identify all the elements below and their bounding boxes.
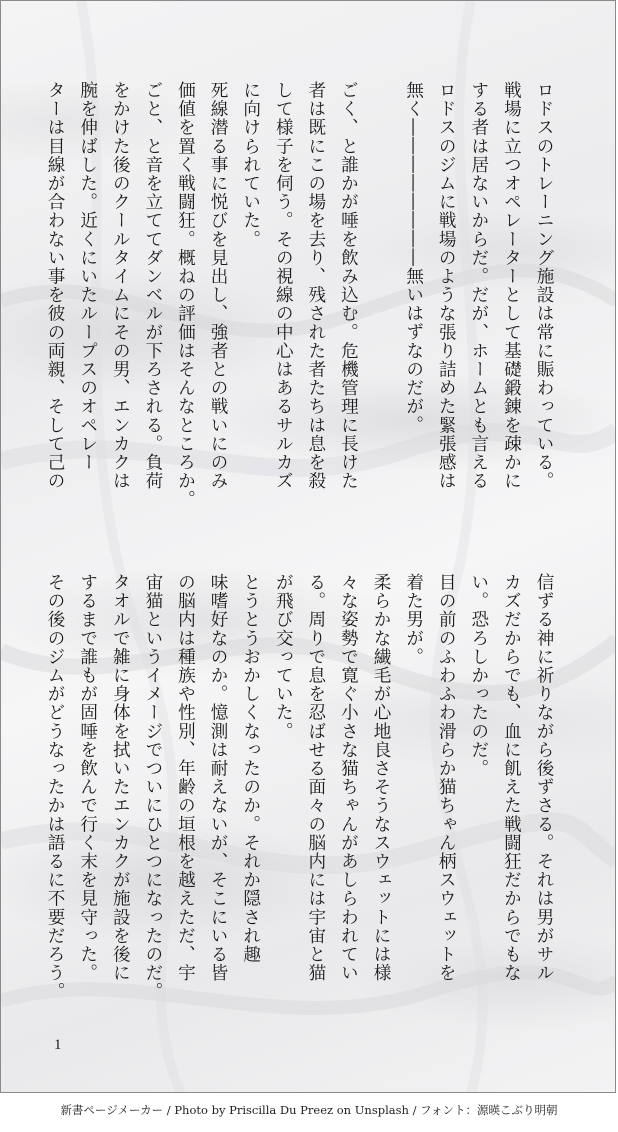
text-line: をかけた後のクールタイムにその男、エンカクは xyxy=(110,81,131,491)
text-line: 目の前のふわふわ滑らか猫ちゃん柄スウェットを xyxy=(436,573,457,983)
text-line: ごと、と音を立ててダンベルが下ろされる。負荷 xyxy=(142,81,163,491)
text-block-bottom xyxy=(39,573,561,1018)
text-line xyxy=(364,81,397,526)
text-line: 死線潜る事に悦びを見出し、強者との戦いにのみ xyxy=(208,81,229,491)
text-line: ターは目線が合わない事を彼の両親、そして己の xyxy=(45,81,66,491)
credit-line: 新書ページメーカー / Photo by Priscilla Du Preez on Unsplash / フォント：源暎こぶり明朝 xyxy=(60,1103,558,1117)
text-line: する者は居ないからだ。だが、ホームとも言える xyxy=(468,81,489,491)
text-line: 者は既にこの場を去り、残された者たちは息を殺 xyxy=(305,81,326,491)
text-line: 戦場に立つオペレーターとして基礎鍛錬を疎かに xyxy=(501,81,522,491)
text-line: その後のジムがどうなったかは語るに不要だろう。 xyxy=(45,573,66,1001)
text-line: 味嗜好なのか。憶測は耐えないが、そこにいる皆 xyxy=(208,573,229,983)
text-line: に向けられていた。 xyxy=(240,81,261,249)
text-line: る。周りで息を忍ばせる面々の脳内には宇宙と猫 xyxy=(305,573,326,983)
text-line: が飛び交っていた。 xyxy=(273,573,294,741)
text-line: 価値を置く戦闘狂。概ねの評価はそんなところか。 xyxy=(175,81,196,509)
text-block-top xyxy=(39,81,561,526)
text-line: ロドスのジムに戦場のような張り詰めた緊張感は xyxy=(436,81,457,491)
text-line: 々な姿勢で寛ぐ小さな猫ちゃんがあしらわれてい xyxy=(338,573,359,983)
text-line: とうとうおかしくなったのか。それか隠され趣 xyxy=(240,573,261,964)
text-line: ごく、と誰かが唾を飲み込む。危機管理に長けた xyxy=(338,81,359,491)
text-line: 腕を伸ばした。近くにいたループスのオペレー xyxy=(77,81,98,472)
text-line: 無く――――――――無いはずなのだが。 xyxy=(403,81,424,435)
text-line: 柔らかな繊毛が心地良さそうなスウェットには様 xyxy=(371,573,392,983)
text-line: い。恐ろしかったのだ。 xyxy=(468,573,489,778)
text-line: するまで誰もが固唾を飲んで行く末を見守った。 xyxy=(77,573,98,983)
text-line: 宙猫というイメージでついにひとつになったのだ。 xyxy=(142,573,163,1001)
page-number: 1 xyxy=(54,1037,62,1053)
text-line: の脳内は種族や性別、年齢の垣根を越えただ、宇 xyxy=(175,573,196,983)
text-line: ロドスのトレーニング施設は常に賑わっている。 xyxy=(534,81,554,491)
text-line: 着た男が。 xyxy=(403,573,424,666)
text-line: タオルで雑に身体を拭いたエンカクが施設を後に xyxy=(110,573,131,983)
text-line: して様子を伺う。その視線の中心はあるサルカズ xyxy=(273,81,294,491)
text-line: カズだからでも、血に飢えた戦闘狂だからでもな xyxy=(501,573,522,983)
text-line: 信ずる神に祈りながら後ずさる。それは男がサル xyxy=(534,573,554,983)
